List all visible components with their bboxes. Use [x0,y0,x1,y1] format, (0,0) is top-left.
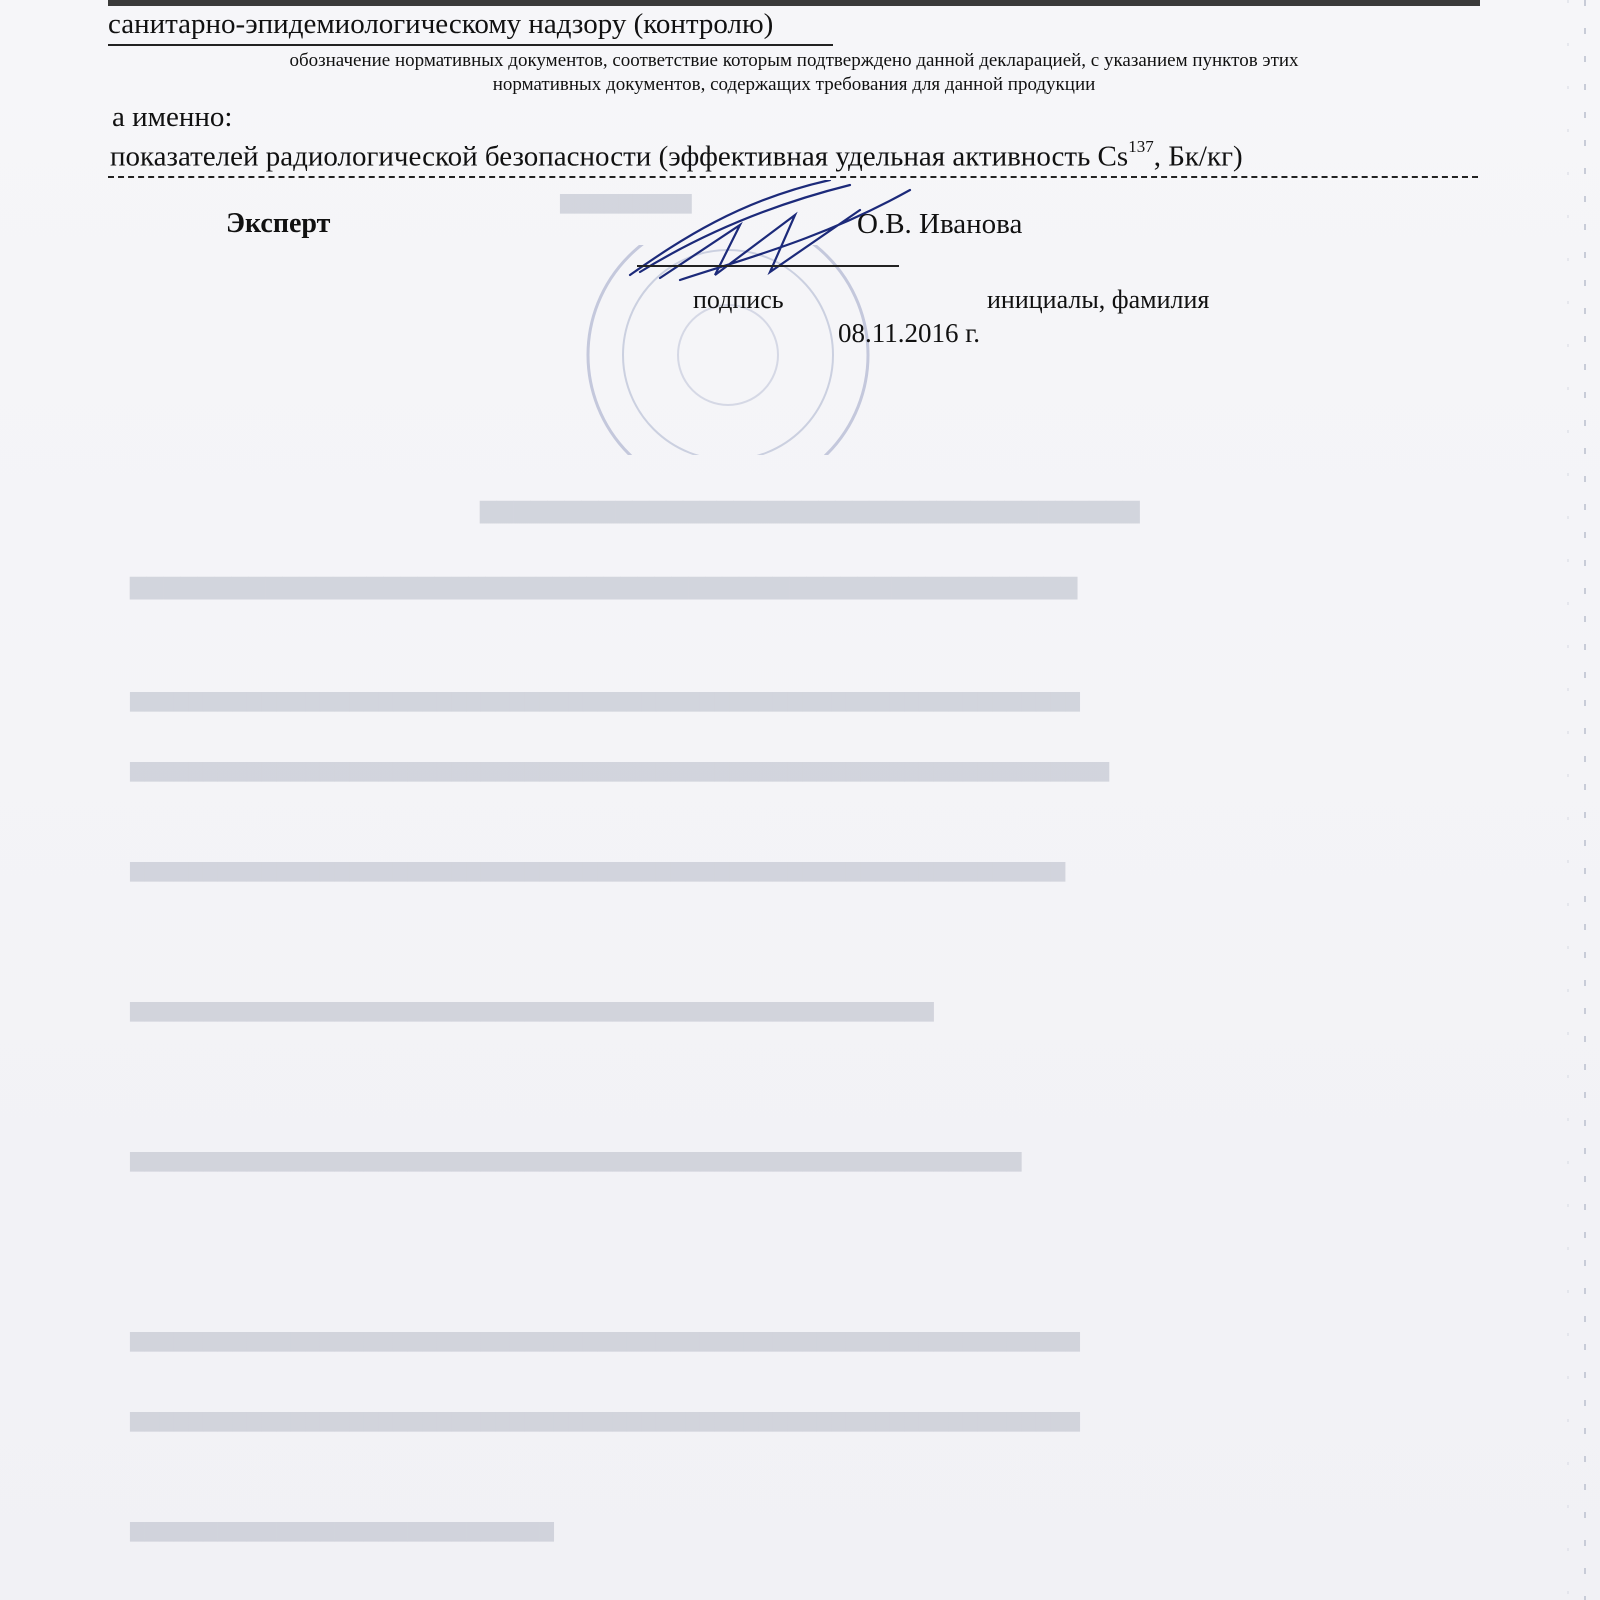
caption-documents-1: обозначение нормативных документов, соответствие которым подтверждено данной декларацией, с указанием пунктов этих [289,50,1299,71]
document-date: 08.11.2016 г. [838,318,981,348]
caption-initials-surname: инициалы, фамилия [987,285,1210,314]
caption-documents-2: нормативных документов, содержащих требования для данной продукции [492,74,1096,95]
indicators-dashed-underline [108,176,1478,178]
signature-line [637,265,899,267]
expert-label: Эксперт [226,208,331,239]
clipped-previous-line [108,0,1480,6]
indicators-line [110,137,1243,174]
caption-signature: подпись [693,285,784,314]
supervision-underline [108,44,833,46]
indicators-text: показателей радиологической безопасности (эффективная удельная активность Cs [110,140,1129,173]
namely-line: а именно: [112,101,233,133]
page-edge-marks [1530,0,1600,1600]
isotope-superscript: 137 [1128,137,1154,156]
expert-name: О.В. Иванова [857,208,1023,240]
indicators-unit: , Бк/кг) [1153,140,1243,173]
document-page: ▇▇▇▇▇▇▇▇▇ ▇▇▇▇▇▇▇▇▇▇▇▇▇▇▇▇▇▇▇▇▇▇▇▇▇▇▇▇▇▇▇▇▇▇▇▇▇▇▇ ▇▇▇▇▇▇▇▇▇▇▇▇▇▇▇▇▇▇▇▇▇▇▇▇▇▇▇▇▇▇▇▇▇▇▇▇▇▇▇▇▇▇▇▇▇▇▇▇▇▇▇▇▇▇▇▇ ▇▇▇▇▇▇▇▇▇▇▇▇▇▇▇▇▇▇▇▇▇▇▇▇▇▇▇▇▇▇▇▇▇▇▇▇▇▇▇▇▇▇▇▇▇▇▇▇▇▇▇▇▇▇▇▇▇▇▇▇▇▇▇▇▇ ▇▇▇▇▇▇▇▇▇▇▇▇▇▇▇▇▇▇▇▇▇▇▇▇▇▇▇▇▇▇▇▇▇▇▇▇▇▇▇▇▇▇▇▇▇▇▇▇▇▇▇▇▇▇▇▇▇▇▇▇▇▇▇▇▇▇▇ ▇▇▇▇▇▇▇▇▇▇▇▇▇▇▇▇▇▇▇▇▇▇▇▇▇▇▇▇▇▇▇▇▇▇▇▇▇▇▇▇▇▇▇▇▇▇▇▇▇▇▇▇▇▇▇▇▇▇▇▇▇▇▇▇ ▇▇▇▇▇▇▇▇▇▇▇▇▇▇▇▇▇▇▇▇▇▇▇▇▇▇▇▇▇▇▇▇▇▇▇▇▇▇▇▇▇▇▇▇▇▇▇▇▇▇▇▇▇▇▇ ▇▇▇▇▇▇▇▇▇▇▇▇▇▇▇▇▇▇▇▇▇▇▇▇▇▇▇▇▇▇▇▇▇▇▇▇▇▇▇▇▇▇▇▇▇▇▇▇▇▇▇▇▇▇▇▇▇▇▇▇▇ ▇▇▇▇▇▇▇▇▇▇▇▇▇▇▇▇▇▇▇▇▇▇▇▇▇▇▇▇▇▇▇▇▇▇▇▇▇▇▇▇▇▇▇▇▇▇▇▇▇▇▇▇▇▇▇▇▇▇▇▇▇▇▇▇▇ ▇▇▇▇▇▇▇▇▇▇▇▇▇▇▇▇▇▇▇▇▇▇▇▇▇▇▇▇▇▇▇▇▇▇▇▇▇▇▇▇▇▇▇▇▇▇▇▇▇▇▇▇▇▇▇▇▇▇▇▇▇▇▇▇▇ ▇▇▇▇▇▇▇▇▇▇▇▇▇▇▇▇▇▇▇▇▇▇▇▇▇▇▇▇▇ санитарно-эпидемиологическому надзору (контролю) обозначение нормативных документов, соответствие которым подтверждено данной декларацией, с указанием пунктов этих нормативных документов, содержащих требования для данной продукции а именно: показателей радиологической безопасности (эффективная удельная активность Cs$^{137}$, Бк/кг) Эксперт О.В. Иванова подпись инициалы, фамилия 08.11.2016 г. [0,0,1600,1600]
supervision-line: санитарно-эпидемиологическому надзору (контролю) [108,8,774,40]
